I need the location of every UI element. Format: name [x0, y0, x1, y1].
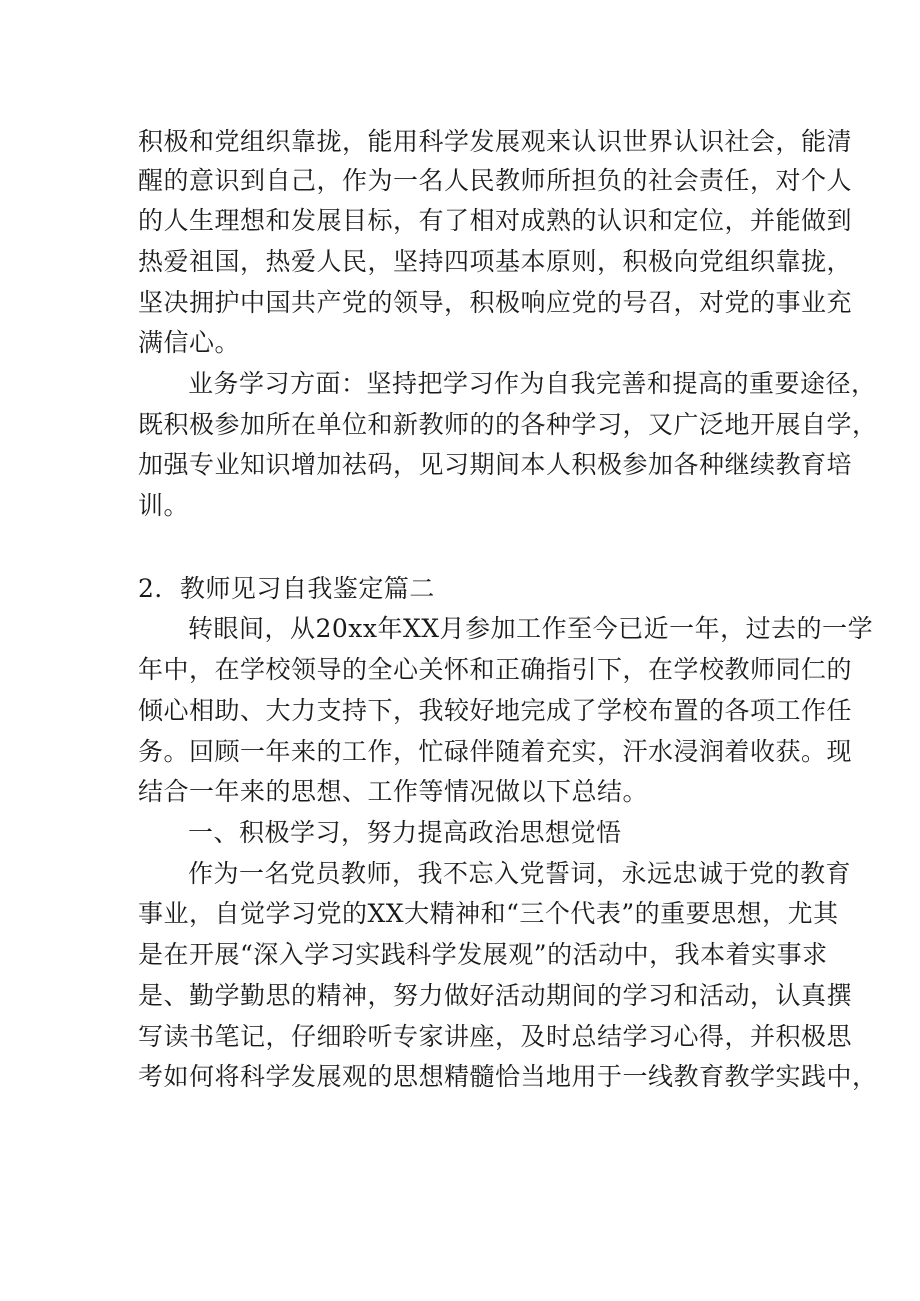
paragraph-4-line: 写读书笔记，仔细聆听专家讲座，及时总结学习心得，并积极思 — [138, 1022, 853, 1051]
paragraph-1-line: 坚决拥护中国共产党的领导，积极响应党的号召，对党的事业充 — [138, 288, 853, 317]
paragraph-1-line: 的人生理想和发展目标，有了相对成熟的认识和定位，并能做到 — [138, 206, 853, 235]
paragraph-1-line: 热爱祖国，热爱人民，坚持四项基本原则，积极向党组织靠拢， — [138, 247, 853, 276]
paragraph-2-line: 既积极参加所在单位和新教师的的各种学习，又广泛地开展自学， — [138, 410, 878, 439]
section-heading: 2．教师见习自我鉴定篇二 — [138, 574, 435, 603]
paragraph-4-line: 是、勤学勤思的精神，努力做好活动期间的学习和活动，认真撰 — [138, 981, 853, 1010]
paragraph-4-line: 事业，自觉学习党的XX大精神和“三个代表”的重要思想，尤其 — [138, 899, 839, 928]
paragraph-4-line: 是在开展“深入学习实践科学发展观”的活动中，我本着实事求 — [138, 940, 828, 969]
paragraph-2-line: 加强专业知识增加祛码，见习期间本人积极参加各种继续教育培 — [138, 450, 853, 479]
paragraph-2-line: 训。 — [138, 491, 190, 520]
paragraph-1-line: 积极和党组织靠拢，能用科学发展观来认识世界认识社会，能清 — [138, 127, 853, 156]
paragraph-2-line: 业务学习方面：坚持把学习作为自我完善和提高的重要途径， — [188, 369, 877, 398]
paragraph-1-line: 醒的意识到自己，作为一名人民教师所担负的社会责任，对个人 — [138, 166, 853, 195]
paragraph-3-line: 年中，在学校领导的全心关怀和正确指引下，在学校教师同仁的 — [138, 655, 853, 684]
paragraph-4-line: 考如何将科学发展观的思想精髓恰当地用于一线教育教学实践中， — [138, 1062, 878, 1091]
paragraph-1-line: 满信心。 — [138, 328, 241, 357]
paragraph-3-line: 结合一年来的思想、工作等情况做以下总结。 — [138, 777, 649, 806]
paragraph-4-line: 作为一名党员教师，我不忘入党誓词，永远忠诚于党的教育 — [188, 859, 852, 888]
paragraph-3-line: 务。回顾一年来的工作，忙碌伴随着充实，汗水浸润着收获。现 — [138, 737, 853, 766]
subheading: 一、积极学习，努力提高政治思想觉悟 — [188, 818, 622, 847]
paragraph-3-line: 转眼间，从20xx年XX月参加工作至今已近一年，过去的一学 — [188, 614, 874, 643]
paragraph-3-line: 倾心相助、大力支持下，我较好地完成了学校布置的各项工作任 — [138, 696, 853, 725]
